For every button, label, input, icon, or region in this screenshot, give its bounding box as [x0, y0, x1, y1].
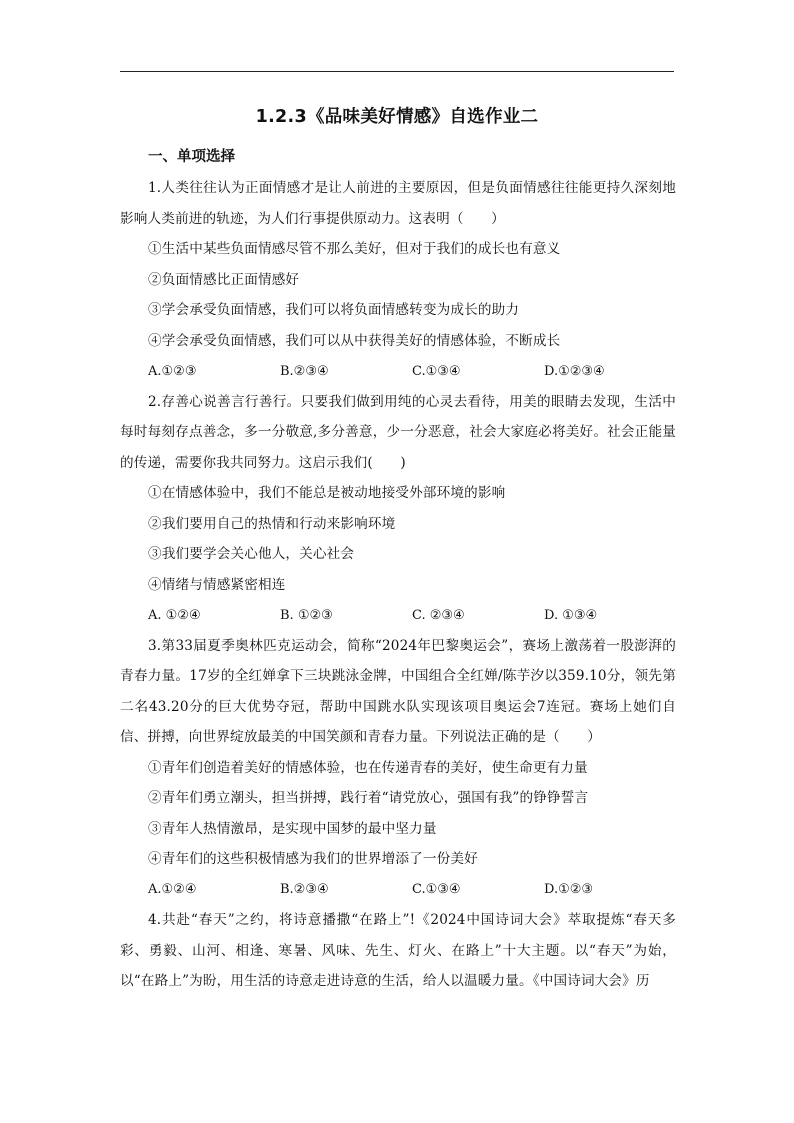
statement-option: ④情绪与情感紧密相连 [148, 576, 286, 593]
statement-option: ③我们要学会关心他人，关心社会 [148, 546, 355, 562]
statement-option: ④学会承受负面情感，我们可以从中获得美好的情感体验，不断成长 [148, 332, 561, 349]
choice-a[interactable]: A.①②④ [148, 882, 197, 898]
choice-c[interactable]: C.①③④ [412, 363, 461, 379]
choice-d[interactable]: D.①②③④ [544, 363, 605, 379]
statement-option: ①青年们创造着美好的情感体验，也在传递青春的美好，使生命更有力量 [148, 759, 588, 776]
choice-d[interactable]: D. ①③④ [544, 607, 598, 623]
choice-b[interactable]: B.②③④ [280, 363, 329, 379]
answer-choices [120, 356, 676, 387]
question-3 [120, 631, 676, 906]
question-stem: 4.共赴“春天”之约，将诗意播撒“在路上”!《2024中国诗词大会》萃取提炼“春天多彩、勇毅、山河、相逢、寒暑、风味、先生、灯火、在路上”十大主题。以“春天”为始，以“在路上”为盼，用生活的诗意走进诗意的生活，给人以温暖力量。《中国诗词大会》历 [120, 912, 676, 989]
question-list [120, 173, 676, 997]
document-title: 1.2.3《品味美好情感》自选作业二 [255, 107, 539, 127]
choice-c[interactable]: C. ②③④ [412, 607, 465, 623]
statement-option: ③学会承受负面情感，我们可以将负面情感转变为成长的助力 [148, 302, 520, 318]
choice-b[interactable]: B.②③④ [280, 882, 329, 898]
question-stem: 2.存善心说善言行善行。只要我们做到用纯的心灵去看待，用美的眼睛去发现，生活中每时每刻存点善念，多一分敬意,多分善意，少一分恶意，社会大家庭必将美好。社会正能量的传递，需要你我共同努力。这启示我们( ) [120, 393, 676, 471]
answer-choices [120, 600, 676, 631]
statement-option: ②我们要用自己的热情和行动来影响环境 [148, 515, 396, 532]
question-4 [120, 905, 676, 997]
header-rule [120, 71, 674, 72]
statement-option: ①在情感体验中，我们不能总是被动地接受外部环境的影响 [148, 485, 506, 501]
question-stem: 1.人类往往认为正面情感才是让人前进的主要原因，但是负面情感往往能更持久深刻地影响人类前进的轨迹，为人们行事提供原动力。这表明（ ） [120, 180, 676, 227]
statement-option: ③青年人热情激昂，是实现中国梦的最中坚力量 [148, 820, 437, 837]
section-heading: 一、单项选择 [148, 149, 235, 165]
statement-option: ②负面情感比正面情感好 [148, 271, 300, 288]
answer-choices [120, 875, 676, 906]
statement-option: ①生活中某些负面情感尽管不那么美好，但对于我们的成长也有意义 [148, 241, 561, 257]
question-1 [120, 173, 676, 387]
statement-option: ②青年们勇立潮头，担当拼搏，践行着“请党放心，强国有我”的铮铮誓言 [148, 790, 589, 806]
question-stem: 3.第33届夏季奥林匹克运动会，简称“2024年巴黎奥运会”，赛场上激荡着一股澎湃的青春力量。17岁的全红婵拿下三块跳泳金牌，中国组合全红婵/陈芋汐以359.10分，领先第二名43.20分的巨大优势夺冠，帮助中国跳水队实现该项目奥运会7连冠。赛场上她们自信、拼搏，向世界绽放最美的中国笑颜和青春力量。下列说法正确的是（ ） [120, 637, 676, 745]
choice-a[interactable]: A.①②③ [148, 363, 197, 379]
statement-option: ④青年们的这些积极情感为我们的世界增添了一份美好 [148, 851, 478, 867]
question-2 [120, 387, 676, 631]
choice-c[interactable]: C.①③④ [412, 882, 461, 898]
choice-a[interactable]: A. ①②④ [148, 607, 201, 623]
choice-d[interactable]: D.①②③ [544, 882, 594, 898]
choice-b[interactable]: B. ①②③ [280, 607, 333, 623]
